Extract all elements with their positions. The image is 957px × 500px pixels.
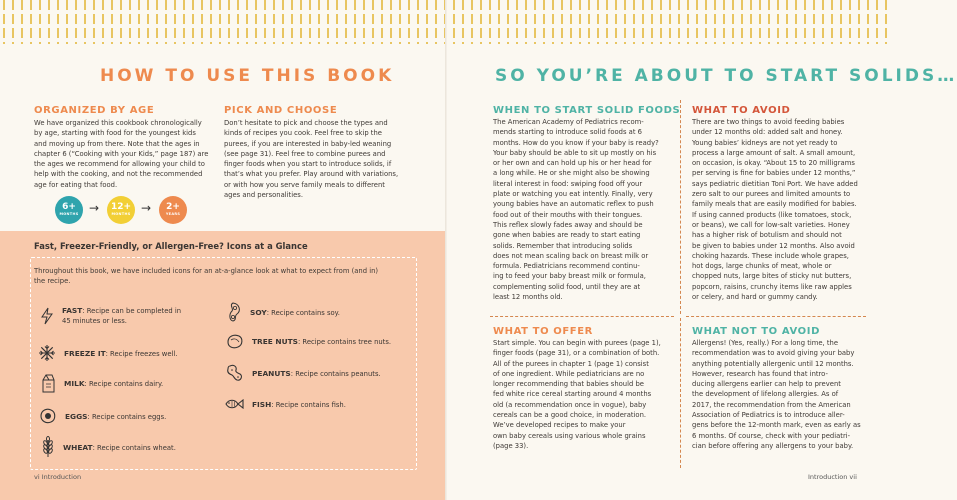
organized-by-age-text: We have organized this cookbook chronologically by age, starting with food for the youngest kids and moving up from there. Note that the ages in chapter 6 (“Cooking with your Kids,” page 187) are the ages we recommend for allowing your child to help with the cooking, and not the recommended age for eating that food. <box>34 119 209 189</box>
pick-and-choose-heading: PICK AND CHOOSE <box>224 105 338 116</box>
icons-panel-title: Fast, Freezer-Friendly, or Allergen-Free? Icons at a Glance <box>34 241 308 251</box>
soy-icon <box>228 302 242 322</box>
age-badge-12-months: 12+ MONTHS <box>107 196 135 224</box>
what-to-offer-heading: WHAT TO OFFER <box>493 326 593 337</box>
wheat-icon <box>41 436 55 458</box>
icon-legend-milk: MILK: Recipe contains dairy. <box>40 373 163 393</box>
what-not-to-avoid-text: Allergens! (Yes, really.) For a long time, the recommendation was to avoid giving your baby anything potentially allergenic until 12 months. However, research has found that intro- ducing allergens earlier can help to prevent the development of lifelong allergies. As of 2017, the recommendation from the American Association of Pediatrics is to introduce aller- gens before the 12-month mark, even as early as 6 months. Of course, check with your pediatri- cian before offering any allergens to your baby. <box>692 339 861 450</box>
left-page-title: HOW TO USE THIS BOOK <box>100 66 395 86</box>
when-to-start-text: The American Academy of Pediatrics recom- mends starting to introduce solid foods at 6 months. How do you know if your baby is ready? Your baby should be able to sit up mostly on his or her own and can hold up his or her head for a long while. He or she might also be showing literal interest in food: swiping food off your plate or watching you eat intently. Finally, very young babies have an automatic reflex to push food out of their mouths with their tongues. This reflex slowly fades away and should be gone when babies are ready to start eating solids. Remember that introducing solids does not mean scaling back on breast milk or formula. Pediatricians recommend continu- ing to feed your baby breast milk or formula, complementing solid food, until they are at least 12 months old. <box>493 118 659 302</box>
when-to-start-heading: WHEN TO START SOLID FOODS <box>493 105 681 116</box>
organized-by-age-heading: ORGANIZED BY AGE <box>34 105 155 116</box>
icon-legend-soy: SOY: Recipe contains soy. <box>228 302 340 322</box>
age-badge-6-months: 6+ MONTHS <box>55 196 83 224</box>
snowflake-icon <box>38 344 56 362</box>
age-badge-2-years: 2+ YEARS <box>159 196 187 224</box>
icon-legend-fish: FISH: Recipe contains fish. <box>224 398 346 410</box>
right-page-title: SO YOU’RE ABOUT TO START SOLIDS… <box>495 66 957 86</box>
icon-legend-tree-nuts: TREE NUTS: Recipe contains tree nuts. <box>226 333 391 349</box>
icon-legend-peanuts: PEANUTS: Recipe contains peanuts. <box>226 364 381 382</box>
icon-legend-eggs: EGGS: Recipe contains eggs. <box>39 407 166 425</box>
arrow-right-icon: → <box>141 201 152 215</box>
what-not-to-avoid-heading: WHAT NOT TO AVOID <box>692 326 820 337</box>
icon-legend-wheat: WHEAT: Recipe contains wheat. <box>41 436 176 458</box>
column-divider-bottom <box>680 318 681 468</box>
peanut-icon <box>226 364 244 382</box>
row-divider-right <box>686 316 866 317</box>
right-folio: Introduction vii <box>808 473 857 481</box>
egg-icon <box>39 407 57 425</box>
what-to-offer-text: Start simple. You can begin with purees (page 1), finger foods (page 31), or a combination of both. All of the purees in chapter 1 (page 1) consist of one ingredient. While pediatricians are no longer recommending that babies should be fed white rice cereal starting around 4 months old (a recommendation once in vogue), baby cereals can be a good choice, in moderation. We’ve developed recipes to make your own baby cereals using various whole grains (page 33). <box>493 339 661 450</box>
arrow-right-icon: → <box>89 201 100 215</box>
column-divider-top <box>680 100 681 314</box>
icons-panel-intro: Throughout this book, we have included icons for an at-a-glance look at what to expect from (and in) the recipe. <box>34 267 379 286</box>
lightning-icon <box>40 307 54 325</box>
tree-nut-icon <box>226 333 244 349</box>
left-folio: vi Introduction <box>34 473 82 481</box>
book-gutter <box>445 0 447 500</box>
fish-icon <box>224 398 244 410</box>
pick-and-choose-text: Don’t hesitate to pick and choose the types and kinds of recipes you cook. Feel free to skip the purees, if you are interested in baby-led weaning (see page 31). Feel free to combine purees and finger foods when you start to introduce solids, if that’s what you prefer. Play around with variations, or with how you serve family meals to different ages and personalities. <box>224 119 399 200</box>
row-divider-left <box>490 316 674 317</box>
what-to-avoid-text: There are two things to avoid feeding babies under 12 months old: added salt and honey. Young babies’ kidneys are not yet ready to process a large amount of salt. A small amount, on occasion, is okay. “About 15 to 20 milligrams per serving is fine for babies under 12 months,” says pediatric dietitian Toni Port. We have added zero salt to our purees and limited amounts to family meals that are easily modified for babies. If using canned products (like tomatoes, stock, or beans), we call for low-salt varieties. Honey has a higher risk of botulism and should not be given to babies under 12 months. Also avoid choking hazards. These include whole grapes, hot dogs, large chunks of meat, whole or chopped nuts, large bites of sticky nut butters, popcorn, raisins, crunchy items like raw apples or celery, and hard or gummy candy. <box>692 118 858 302</box>
what-to-avoid-heading: WHAT TO AVOID <box>692 105 791 116</box>
icon-legend-freeze-it: FREEZE IT: Recipe freezes well. <box>38 344 177 362</box>
milk-carton-icon <box>40 373 56 393</box>
icon-legend-fast: FAST: Recipe can be completed in 45 minutes or less. <box>40 306 181 326</box>
